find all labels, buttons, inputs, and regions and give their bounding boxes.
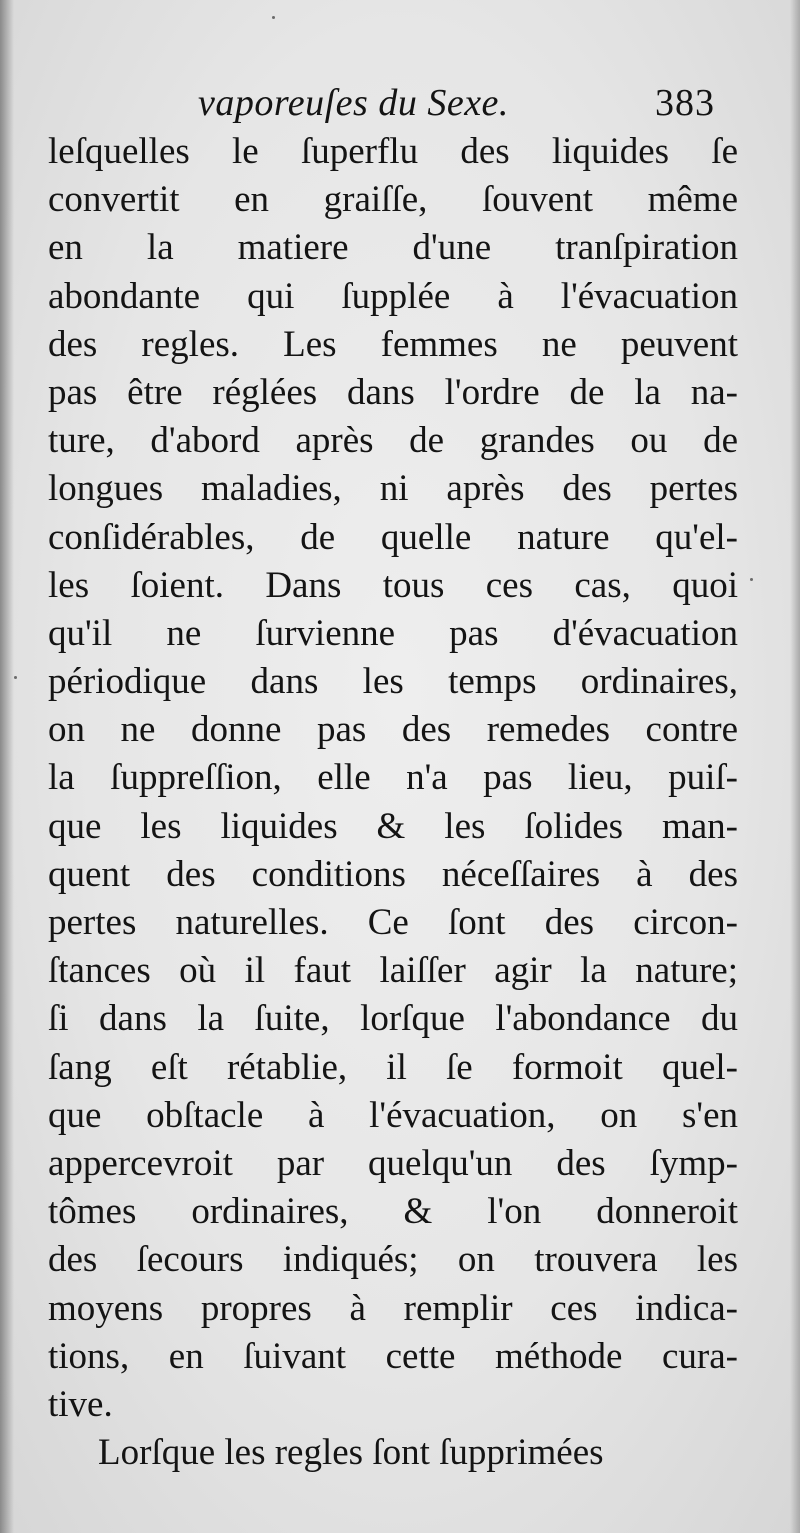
text-line: convertit en graiſſe, ſouvent même — [48, 179, 738, 221]
text-line: ture, d'abord après de grandes ou de — [48, 420, 738, 462]
print-speck — [750, 578, 753, 581]
text-line: ſang eſt rétablie, il ſe formoit quel- — [48, 1046, 738, 1088]
text-line: en la matiere d'une tranſpiration — [48, 227, 738, 269]
page-number: 383 — [655, 82, 715, 124]
text-line: des regles. Les femmes ne peuvent — [48, 323, 738, 365]
paragraph-end-line: tive. — [48, 1383, 113, 1425]
text-line: appercevroit par quelqu'un des ſymp- — [48, 1142, 738, 1184]
text-line: on ne donne pas des remedes contre — [48, 709, 738, 751]
running-head — [0, 78, 800, 128]
text-line: que obſtacle à l'évacuation, on s'en — [48, 1094, 738, 1136]
page-gutter-shadow — [0, 0, 14, 1533]
text-line: tions, en ſuivant cette méthode cura- — [48, 1335, 738, 1377]
paragraph-start-line: Lorſque les regles ſont ſupprimées — [98, 1432, 604, 1474]
text-line: quent des conditions néceſſaires à des — [48, 853, 738, 895]
text-line: des ſecours indiqués; on trouvera les — [48, 1239, 738, 1281]
text-line: périodique dans les temps ordinaires, — [48, 661, 738, 703]
text-line: que les liquides & les ſolides man- — [48, 805, 738, 847]
text-line: tômes ordinaires, & l'on donneroit — [48, 1191, 738, 1233]
text-line: pas être réglées dans l'ordre de la na- — [48, 371, 738, 413]
text-line: la ſuppreſſion, elle n'a pas lieu, puiſ- — [48, 757, 738, 799]
text-line: moyens propres à remplir ces indica- — [48, 1287, 738, 1329]
print-speck — [272, 16, 275, 19]
running-title: vaporeuſes du Sexe. — [198, 82, 509, 124]
text-line: ſi dans la ſuite, lorſque l'abondance du — [48, 998, 738, 1040]
text-line: les ſoient. Dans tous ces cas, quoi — [48, 564, 738, 606]
page-edge-shadow — [790, 0, 800, 1533]
text-line: pertes naturelles. Ce ſont des circon- — [48, 902, 738, 943]
print-speck — [14, 676, 17, 679]
text-line: leſquelles le ſuperflu des liquides ſe — [48, 131, 738, 172]
text-line: abondante qui ſupplée à l'évacuation — [48, 275, 738, 317]
text-line: qu'il ne ſurvienne pas d'évacuation — [48, 612, 738, 654]
text-line: longues maladies, ni après des pertes — [48, 468, 738, 510]
body-text — [48, 128, 738, 1477]
text-line: conſidérables, de quelle nature qu'el- — [48, 516, 738, 558]
text-line: ſtances où il faut laiſſer agir la nature; — [48, 950, 738, 992]
